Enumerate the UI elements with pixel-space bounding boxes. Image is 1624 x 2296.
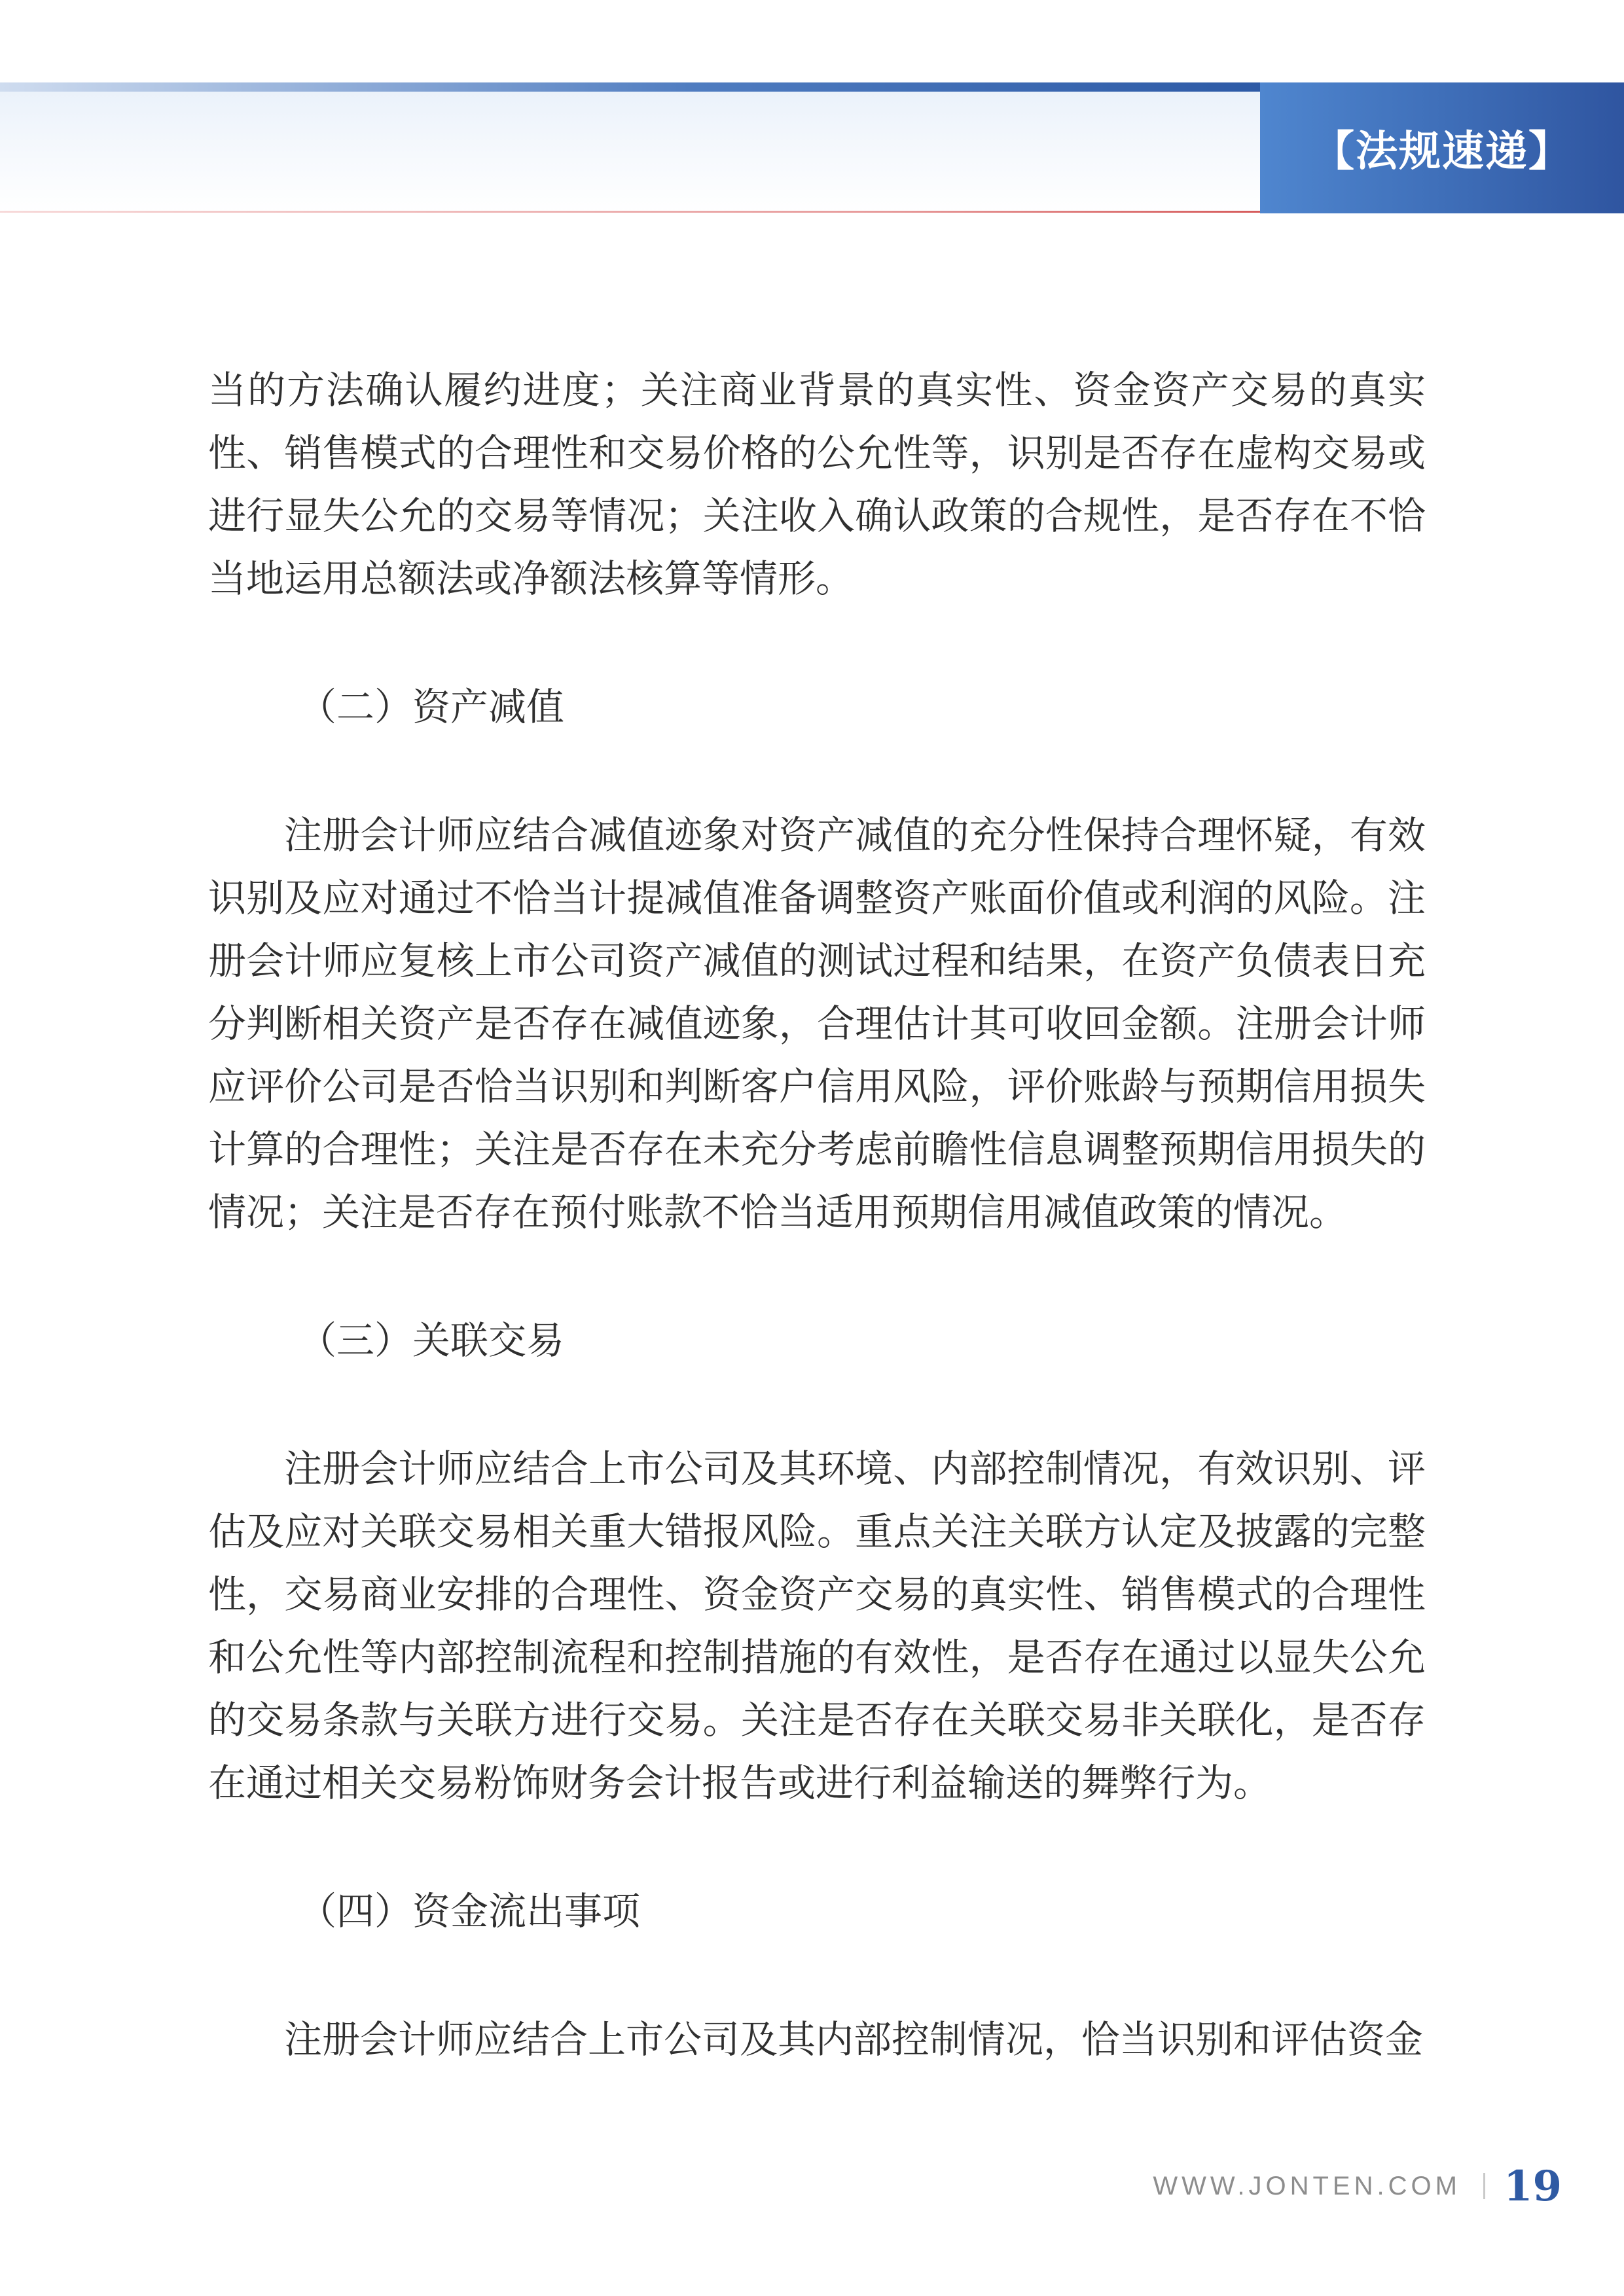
document-body [208,359,1426,2071]
page-number: 19 [1503,2161,1562,2211]
heading-asset-impairment: （二）资产减值 [298,685,565,729]
page-footer [1153,2160,1562,2212]
paragraph-fund-outflow: 注册会计师应结合上市公司及其内部控制情况，恰当识别和评估资金 [284,2017,1424,2062]
section-tag: 【法规速递】 [1312,128,1572,176]
heading-fund-outflow: （四）资金流出事项 [298,1889,641,1933]
header-top-rule [0,82,1263,92]
header-bottom-rule [0,211,1263,213]
paragraph-revenue-continued: 当的方法确认履约进度；关注商业背景的真实性、资金资产交易的真实性、销售模式的合理性和交易价格的公允性等，识别是否存在虚构交易或进行显失公允的交易等情况；关注收入确认政策的合规性，是否存在不恰当地运用总额法或净额法核算等情形。 [208,368,1426,601]
footer-divider [1483,2173,1485,2199]
heading-related-transactions: （三）关联交易 [298,1318,565,1363]
section-tag-box [1260,82,1624,213]
paragraph-related-transactions: 注册会计师应结合上市公司及其环境、内部控制情况，有效识别、评估及应对关联交易相关重大错报风险。重点关注关联方认定及披露的完整性，交易商业安排的合理性、资金资产交易的真实性、销售模式的合理性和公允性等内部控制流程和控制措施的有效性，是否存在通过以显失公允的交易条款与关联方进行交易。关注是否存在关联交易非关联化，是否存在通过相关交易粉饰财务会计报告或进行利益输送的舞弊行为。 [208,1446,1426,1805]
footer-website: WWW.JONTEN.COM [1153,2171,1461,2200]
paragraph-asset-impairment: 注册会计师应结合减值迹象对资产减值的充分性保持合理怀疑，有效识别及应对通过不恰当计提减值准备调整资产账面价值或利润的风险。注册会计师应复核上市公司资产减值的测试过程和结果，在资产负债表日充分判断相关资产是否存在减值迹象，合理估计其可收回金额。注册会计师应评价公司是否恰当识别和判断客户信用风险，评价账龄与预期信用损失计算的合理性；关注是否存在未充分考虑前瞻性信息调整预期信用损失的情况；关注是否存在预付账款不恰当适用预期信用减值政策的情况。 [208,813,1426,1234]
